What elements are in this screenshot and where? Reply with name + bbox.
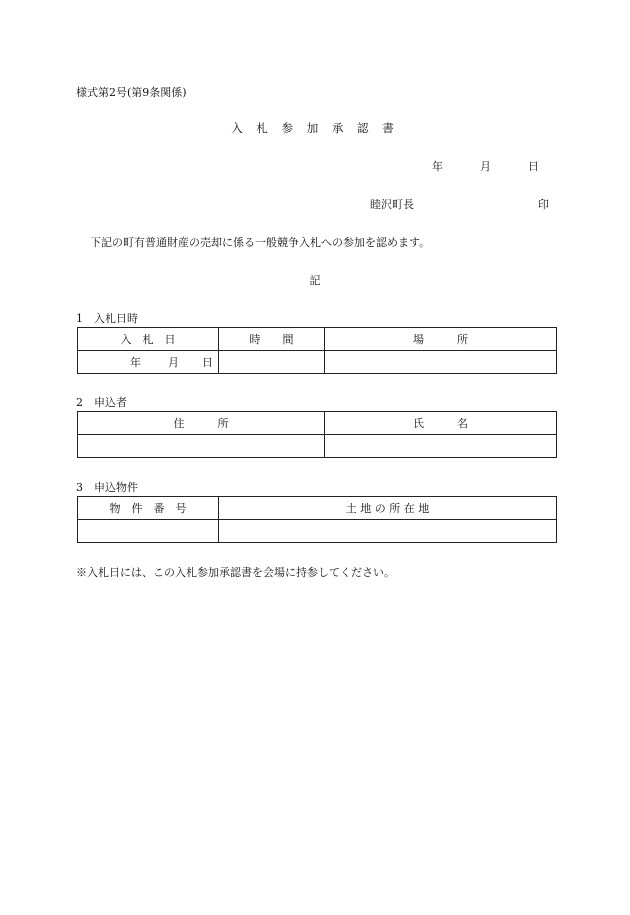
document-title: 入 札 参 加 承 認 書 xyxy=(231,121,399,135)
header-place: 場 所 xyxy=(325,328,557,351)
applicant-table xyxy=(77,411,557,458)
land-location-cell[interactable] xyxy=(219,520,557,543)
property-number-cell[interactable] xyxy=(78,520,219,543)
bid-month-label: 月 xyxy=(168,356,179,369)
date-day-label: 日 xyxy=(528,160,539,173)
issuer-name: 睦沢町長 xyxy=(370,198,414,211)
header-land-location: 土 地 の 所 在 地 xyxy=(219,497,557,520)
section-title: 申込者 xyxy=(94,396,127,409)
seal-mark: 印 xyxy=(538,198,549,211)
date-year-label: 年 xyxy=(432,160,443,173)
header-time: 時 間 xyxy=(219,328,325,351)
table-header-row xyxy=(78,497,557,520)
date-month-label: 月 xyxy=(480,160,491,173)
name-cell[interactable] xyxy=(325,435,557,458)
ki-heading: 記 xyxy=(309,274,321,287)
section-heading-bid-date xyxy=(76,313,138,324)
section-title: 入札日時 xyxy=(94,312,138,325)
property-table xyxy=(77,496,557,543)
table-header-row xyxy=(78,412,557,435)
section-heading-property xyxy=(76,482,138,493)
bid-date-cell xyxy=(78,351,219,374)
header-address: 住 所 xyxy=(78,412,325,435)
bid-year-label: 年 xyxy=(130,356,141,369)
table-row xyxy=(78,520,557,543)
address-cell[interactable] xyxy=(78,435,325,458)
header-name: 氏 名 xyxy=(325,412,557,435)
table-row xyxy=(78,435,557,458)
section-number: 3 xyxy=(76,481,83,494)
section-number: 2 xyxy=(76,396,83,409)
header-bid-date: 入 札 日 xyxy=(78,328,219,351)
section-heading-applicant xyxy=(76,397,127,408)
place-cell[interactable] xyxy=(325,351,557,374)
section-number: 1 xyxy=(76,312,83,325)
bid-date-table xyxy=(77,327,557,374)
section-title: 申込物件 xyxy=(94,481,138,494)
form-label: 様式第2号(第9条関係) xyxy=(76,86,187,99)
time-cell[interactable] xyxy=(219,351,325,374)
bid-day-label: 日 xyxy=(202,356,213,369)
header-property-number: 物 件 番 号 xyxy=(78,497,219,520)
footnote: ※入札日には、この入札参加承認書を会場に持参してください。 xyxy=(76,566,395,579)
table-row xyxy=(78,351,557,374)
approval-statement: 下記の町有普通財産の売却に係る一般競争入札への参加を認めます。 xyxy=(90,236,431,249)
table-header-row xyxy=(78,328,557,351)
